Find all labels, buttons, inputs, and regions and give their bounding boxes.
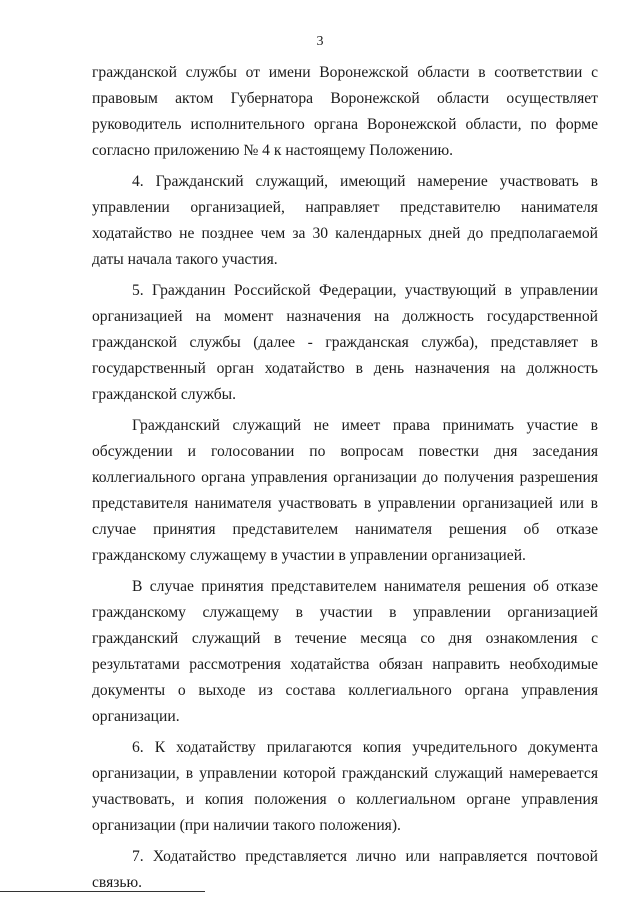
paragraph-item-5-refusal: В случае принятия представителем нанимателя решения об отказе гражданскому служащему в участии в управлении организацией гражданский служащий в течение месяца со дня ознакомления с результатами рассмотрения ходатайства обязан направить необходимые документы о выходе из состава коллегиального органа управления организации. [92,578,598,725]
paragraph-item-6: 6. К ходатайству прилагаются копия учредительного документа организации, в управлении которой гражданский служащий намеревается участвовать, и копия положения о коллегиальном органе управления организации (при наличии такого положения). [92,739,598,834]
footer-divider [0,891,205,892]
paragraph-item-7: 7. Ходатайство представляется лично или направляется почтовой связью. [92,848,598,891]
paragraph-item-5: 5. Гражданин Российской Федерации, участвующий в управлении организацией на момент назначения на должность государственной гражданской службы (далее - гражданская служба), представляет в государственный орган ходатайство в день назначения на должность гражданской службы. [92,282,598,403]
page-number: 3 [316,34,324,49]
document-body [92,60,598,896]
paragraph-continuation: гражданской службы от имени Воронежской области в соответствии с правовым актом Губернатора Воронежской области осуществляет руководитель исполнительного органа Воронежской области, по форме согласно приложению № 4 к настоящему Положению. [92,64,598,159]
paragraph-item-5-restriction: Гражданский служащий не имеет права принимать участие в обсуждении и голосовании по вопросам повестки дня заседания коллегиального органа управления организации до получения разрешения представителя нанимателя участвовать в управлении организацией или в случае принятия представителем нанимателя решения об отказе гражданскому служащему в участии в управлении организацией. [92,417,598,564]
paragraph-item-4: 4. Гражданский служащий, имеющий намерение участвовать в управлении организацией, направляет представителю нанимателя ходатайство не позднее чем за 30 календарных дней до предполагаемой даты начала такого участия. [92,173,598,268]
